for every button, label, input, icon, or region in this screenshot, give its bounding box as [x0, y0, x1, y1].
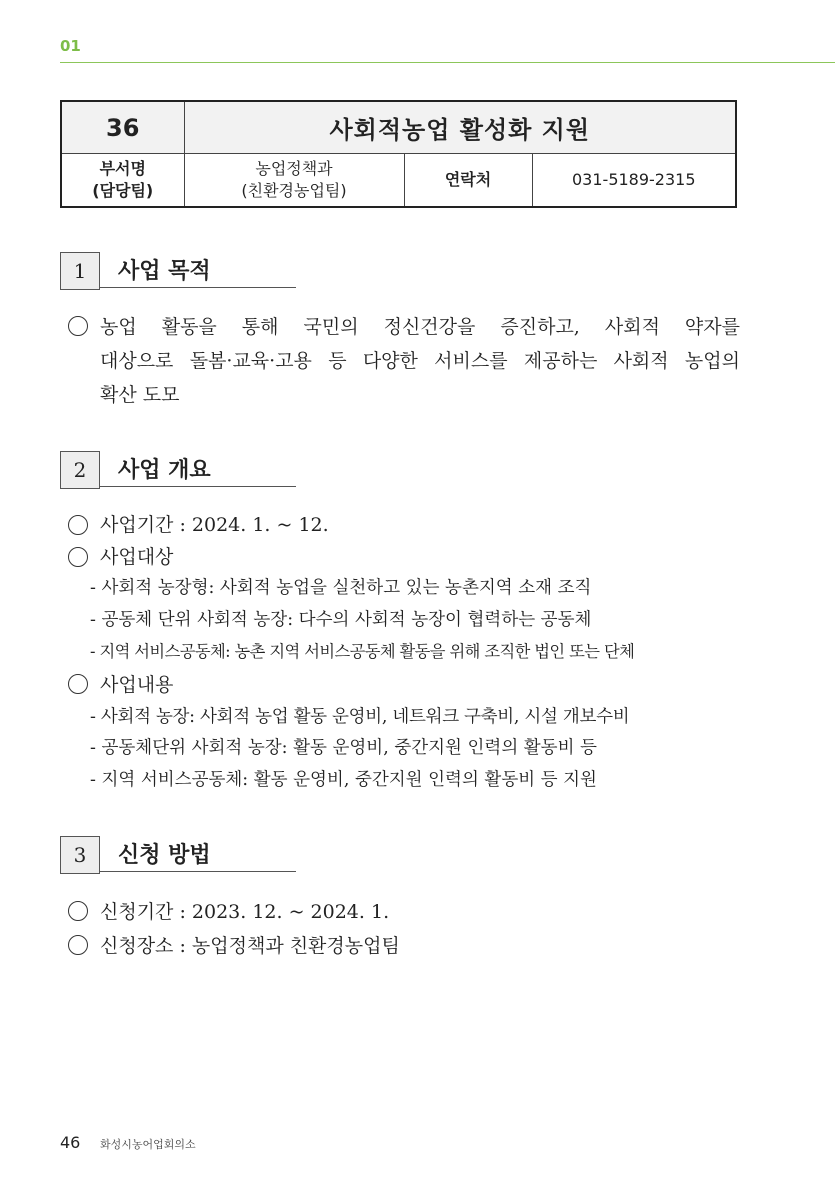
chapter-divider	[60, 62, 835, 63]
section-number: 1	[60, 252, 100, 290]
overview-content: 사업내용	[100, 673, 174, 696]
content-item: - 지역 서비스공동체: 활동 운영비, 중간지원 인력의 활동비 등 지원	[90, 769, 597, 790]
page-number: 46	[60, 1133, 81, 1152]
purpose-line: 확산 도모	[100, 384, 180, 406]
apply-block	[68, 895, 740, 963]
contact-label: 연락처	[404, 154, 532, 208]
contact-value: 031-5189-2315	[532, 154, 736, 208]
purpose-block	[68, 310, 740, 412]
circle-bullet-icon	[68, 316, 88, 336]
overview-target: 사업대상	[100, 546, 174, 568]
apply-place: 신청장소 : 농업정책과 친환경농업팀	[100, 935, 400, 957]
content-item: - 사회적 농장: 사회적 농업 활동 운영비, 네트워크 구축비, 시설 개보수비	[90, 706, 630, 727]
footer-org: 화성시농어업회의소	[100, 1138, 196, 1151]
dept-label-line1: 부서명	[99, 159, 146, 178]
target-item: - 공동체 단위 사회적 농장: 다수의 사회적 농장이 협력하는 공동체	[90, 609, 592, 630]
target-item: - 사회적 농장형: 사회적 농업을 실천하고 있는 농촌지역 소재 조직	[90, 578, 592, 598]
circle-bullet-icon	[68, 901, 88, 921]
section-header-3	[60, 836, 296, 874]
purpose-line: 대상으로 돌봄·교육·고용 등 다양한 서비스를 제공하는 사회적 농업의	[100, 350, 740, 372]
section-number: 3	[60, 836, 100, 874]
circle-bullet-icon	[68, 515, 88, 535]
purpose-line: 농업 활동을 통해 국민의 정신건강을 증진하고, 사회적 약자를	[100, 316, 740, 338]
program-title: 사회적농업 활성화 지원	[184, 101, 736, 154]
dept-label	[61, 154, 184, 208]
overview-period: 사업기간 : 2024. 1. ~ 12.	[100, 514, 329, 536]
program-number: 36	[61, 101, 184, 154]
info-table	[60, 100, 737, 208]
section-header-2	[60, 451, 296, 489]
dept-value-line2: (친환경농업팀)	[241, 181, 347, 200]
section-number: 2	[60, 451, 100, 489]
circle-bullet-icon	[68, 547, 88, 567]
section-title: 신청 방법	[100, 836, 296, 872]
target-item: - 지역 서비스공동체: 농촌 지역 서비스공동체 활동을 위해 조직한 법인 또는 단체	[90, 642, 635, 661]
dept-value	[184, 154, 404, 208]
content-item: - 공동체단위 사회적 농장: 활동 운영비, 중간지원 인력의 활동비 등	[90, 738, 597, 758]
section-title: 사업 개요	[100, 451, 296, 487]
circle-bullet-icon	[68, 935, 88, 955]
section-title: 사업 목적	[100, 252, 296, 288]
circle-bullet-icon	[68, 674, 88, 694]
dept-label-line2: (담당팀)	[92, 181, 154, 200]
chapter-number: 01	[60, 37, 81, 55]
section-header-1	[60, 252, 296, 290]
dept-value-line1: 농업정책과	[255, 159, 333, 178]
overview-block	[68, 509, 740, 796]
apply-period: 신청기간 : 2023. 12. ~ 2024. 1.	[100, 901, 390, 923]
